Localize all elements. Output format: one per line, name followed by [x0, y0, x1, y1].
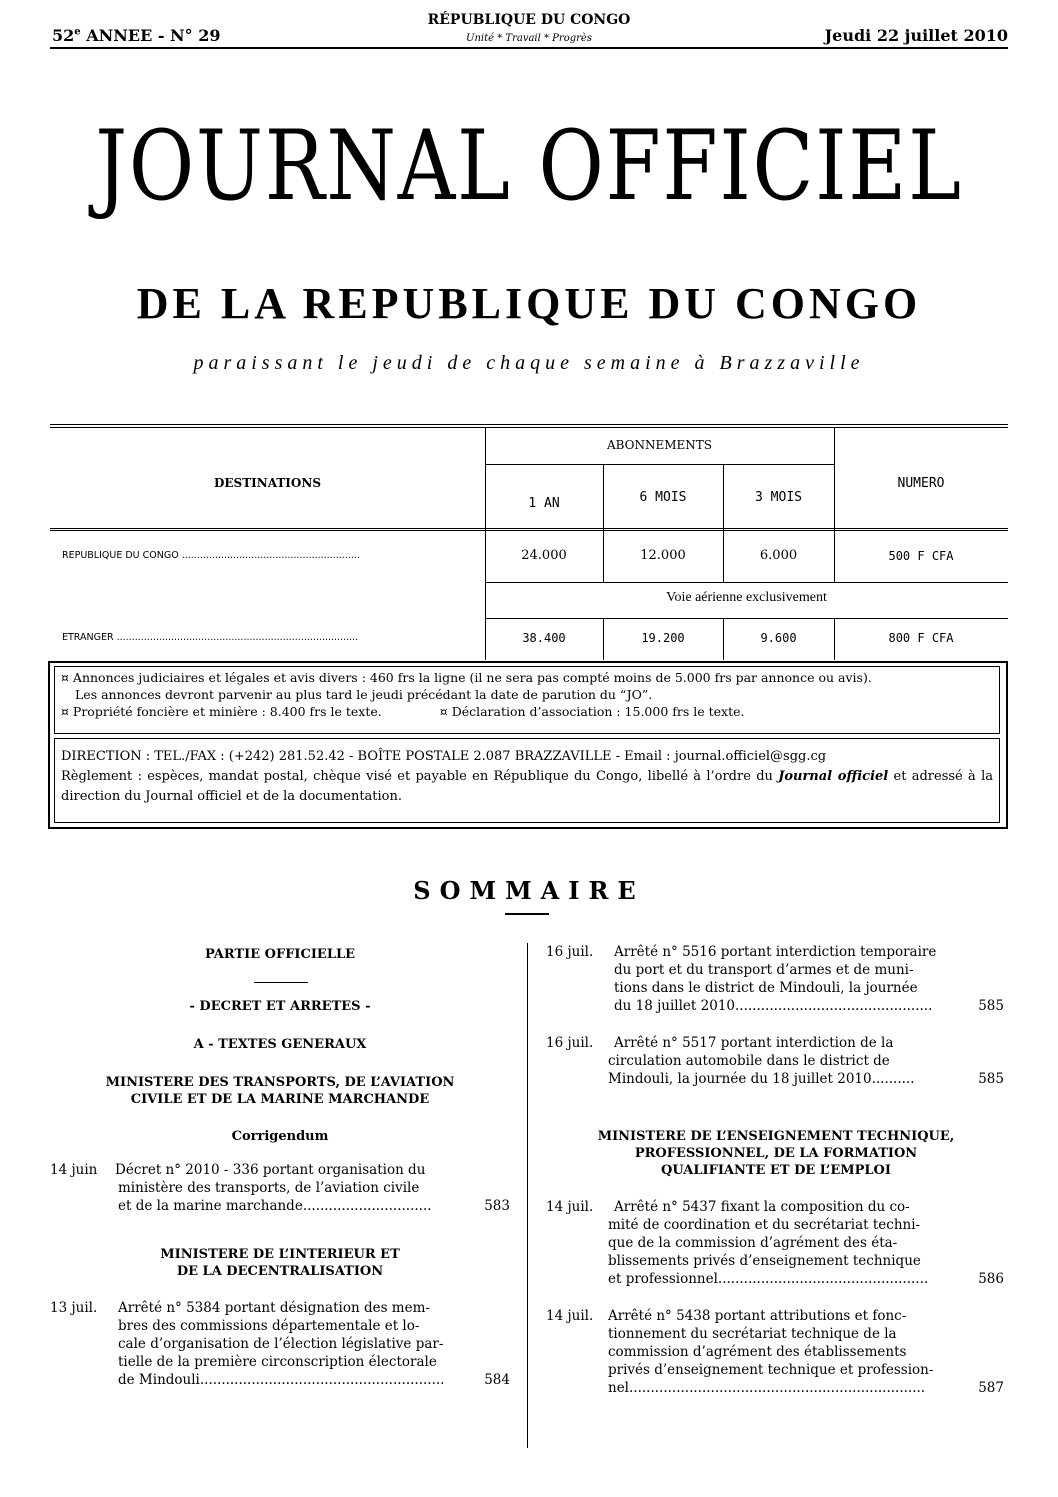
decrets-heading: - DECRET ET ARRETES - [189, 999, 371, 1014]
toc-line: du 18 juillet 2010.............................................. [614, 998, 933, 1014]
textes-generaux-heading: A - TEXTES GENERAUX [193, 1037, 367, 1052]
col-6mois: 6 MOIS [639, 490, 687, 505]
sommaire-rule [505, 913, 549, 915]
journal-tagline: paraissant le jeudi de chaque semaine à Brazzaville [193, 352, 865, 374]
journal-title: JOURNAL OFFICIEL [95, 110, 963, 222]
column-divider [527, 943, 528, 1448]
col-1an: 1 AN [528, 496, 560, 511]
partie-rule [254, 982, 308, 983]
notice-propriete: ¤ Propriété foncière et minière : 8.400 frs le texte. [61, 704, 382, 719]
issue-number: 52e ANNEE - N° 29 [52, 26, 221, 45]
voie-aerienne: Voie aérienne exclusivement [666, 590, 827, 605]
abonnements-header: ABONNEMENTS [606, 438, 713, 452]
toc-line: et professionnel................................................. [608, 1271, 929, 1287]
row-congo-1an: 24.000 [521, 548, 567, 563]
toc-line: ministère des transports, de l’aviation civile [118, 1180, 420, 1196]
toc-page: 585 [978, 998, 1004, 1014]
row-congo-6mois: 12.000 [640, 548, 686, 563]
toc-line: du port et du transport d’armes et de muni- [614, 962, 914, 978]
toc-line: de Mindouli......................................................... [118, 1372, 445, 1388]
toc-page: 587 [978, 1380, 1004, 1396]
notice-association: ¤ Déclaration d’association : 15.000 frs le texte. [439, 704, 745, 719]
row-etranger-6mois: 19.200 [641, 631, 685, 645]
toc-line: Arrêté n° 5384 portant désignation des mem- [118, 1300, 430, 1316]
toc-line: blissements privés d’enseignement technique [608, 1253, 921, 1269]
row-etranger-3mois: 9.600 [760, 631, 797, 645]
header-rule [50, 47, 1008, 49]
ministere-interieur-heading: MINISTERE DE L’INTERIEUR ET DE LA DECENTRALISATION [160, 1247, 400, 1279]
toc-line: mité de coordination et du secrétariat techni- [608, 1217, 921, 1233]
partie-officielle-heading: PARTIE OFFICIELLE [204, 947, 356, 962]
toc-line: Arrêté n° 5438 portant attributions et fonc- [608, 1308, 907, 1324]
publication-date: Jeudi 22 juillet 2010 [824, 26, 1008, 45]
toc-line: Arrêté n° 5437 fixant la composition du co- [614, 1199, 910, 1215]
notice-annonces: ¤ Annonces judiciaires et légales et avis divers : 460 frs la ligne (il ne sera pas compté moins de 5.000 frs par annonce ou avis). [61, 670, 872, 685]
destinations-header: DESTINATIONS [213, 476, 321, 490]
toc-line: nel..................................................................... [608, 1380, 926, 1396]
toc-date: 14 juil. [546, 1199, 594, 1215]
row-congo-label: REPUBLIQUE DU CONGO ........................................................... [62, 550, 360, 561]
row-etranger-numero: 800 F CFA [888, 631, 954, 645]
row-etranger-label: ETRANGER ................................................................................ [62, 632, 359, 643]
ministere-enseignement-heading: MINISTERE DE L’ENSEIGNEMENT TECHNIQUE, PROFESSIONNEL, DE LA FORMATION QUALIFIANTE ET DE L’EMPLOI [597, 1129, 955, 1178]
toc-line: et de la marine marchande.............................. [118, 1198, 432, 1214]
toc-page: 585 [978, 1071, 1004, 1087]
row-congo-numero: 500 F CFA [888, 549, 954, 563]
corrigendum-heading: Corrigendum [231, 1129, 329, 1144]
toc-line: commission d’agrément des établissements [608, 1344, 907, 1360]
row-etranger-1an: 38.400 [522, 631, 566, 645]
toc-date: 14 juin [50, 1162, 98, 1178]
toc-page: 583 [484, 1198, 510, 1214]
sommaire-heading: SOMMAIRE [413, 876, 645, 905]
ministere-transports-heading: MINISTERE DES TRANSPORTS, DE L’AVIATION CIVILE ET DE LA MARINE MARCHANDE [105, 1075, 455, 1107]
toc-date: 13 juil. [50, 1300, 98, 1316]
row-congo-3mois: 6.000 [759, 548, 798, 563]
col-3mois: 3 MOIS [755, 490, 802, 505]
toc-line: tions dans le district de Mindouli, la journée [614, 980, 918, 996]
reglement-text: Règlement : espèces, mandat postal, chèque visé et payable en République du Congo, libellé à l’ordre du Journal officiel et adressé à la direction du Journal officiel et de la documentation. [61, 769, 993, 804]
toc-line: bres des commissions départementale et lo- [118, 1318, 420, 1334]
toc-line: cale d’organisation de l’élection législative par- [118, 1336, 444, 1352]
notices-box [54, 666, 1000, 734]
toc-line: tielle de la première circonscription électorale [118, 1354, 437, 1370]
toc-date: 16 juil. [546, 944, 594, 960]
toc-line: Décret n° 2010 - 336 portant organisation du [115, 1162, 426, 1178]
toc-line: Mindouli, la journée du 18 juillet 2010.......... [608, 1071, 915, 1087]
toc-date: 16 juil. [546, 1035, 594, 1051]
toc-line: que de la commission d’agrément des éta- [608, 1235, 898, 1251]
direction-box [54, 738, 1000, 823]
notice-delai: Les annonces devront parvenir au plus tard le jeudi précédant la date de parution du “JO”. [75, 687, 653, 702]
direction-contact: DIRECTION : TEL./FAX : (+242) 281.52.42 - BOÎTE POSTALE 2.087 BRAZZAVILLE - Email : journal.officiel@sgg.cg [61, 749, 827, 764]
toc-page: 586 [978, 1271, 1004, 1287]
national-motto: Unité * Travail * Progrès [466, 33, 592, 44]
journal-subtitle: DE LA REPUBLIQUE DU CONGO [136, 279, 922, 328]
toc-line: Arrêté n° 5517 portant interdiction de la [614, 1035, 894, 1051]
toc-page: 584 [484, 1372, 510, 1388]
info-box [48, 661, 1008, 829]
toc-line: circulation automobile dans le district de [608, 1053, 890, 1069]
subscription-table [50, 424, 1008, 660]
republic-name: RÉPUBLIQUE DU CONGO [427, 12, 631, 28]
toc-line: Arrêté n° 5516 portant interdiction temporaire [614, 944, 937, 960]
toc-date: 14 juil. [546, 1308, 594, 1324]
toc-line: tionnement du secrétariat technique de la [608, 1326, 897, 1342]
notice-tarifs [61, 703, 993, 720]
numero-header: NUMERO [897, 476, 945, 491]
toc-line: privés d’enseignement technique et profession- [608, 1362, 934, 1378]
